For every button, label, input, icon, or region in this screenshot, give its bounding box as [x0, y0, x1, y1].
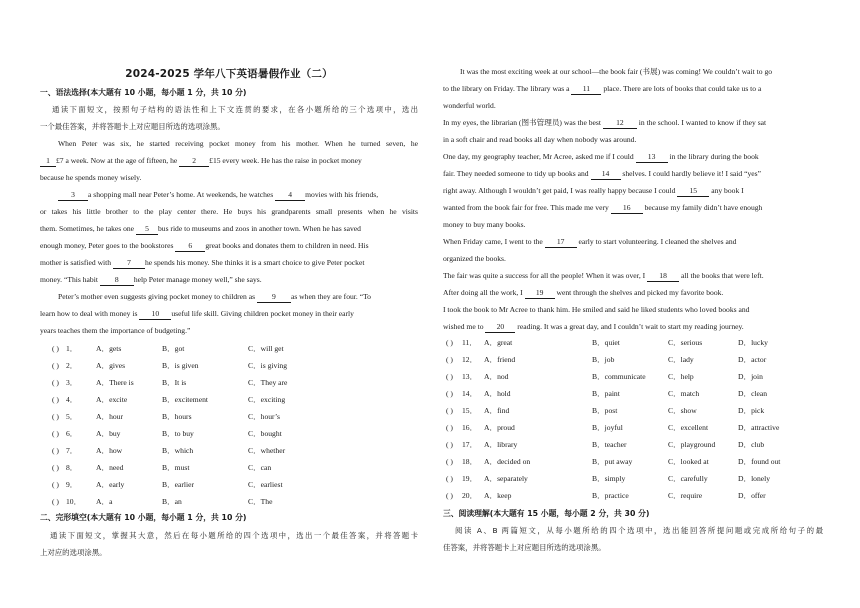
option-b[interactable]: B．paint	[592, 389, 620, 398]
option-c[interactable]: C．serious	[668, 338, 703, 347]
passage-line: I took the book to Mr Acree to thank him. He smiled and said he liked students who loved books and	[443, 305, 750, 314]
blank-12[interactable]: 12	[603, 118, 637, 129]
question-number: 5．	[66, 412, 78, 421]
question-number: 14．	[462, 389, 478, 398]
blank-2[interactable]: 2	[179, 156, 209, 167]
blank-1[interactable]: 1	[40, 156, 56, 167]
section-1-instruction-cont: 一个最佳答案，并将答题卡上对应题目所选的选项涂黑。	[40, 122, 225, 131]
answer-bracket[interactable]: ( )	[446, 406, 453, 415]
passage-line: wished me to 20 reading. It was a great day, and I couldn’t wait to start my reading journey.	[443, 322, 744, 331]
passage-line: mother is satisfied with 7 he spends his money. She thinks it is a smart choice to give Peter pocket	[40, 258, 365, 267]
option-c[interactable]: C．help	[668, 372, 694, 381]
option-b[interactable]: B．which	[162, 446, 194, 455]
blank-6[interactable]: 6	[175, 241, 205, 252]
blank-18[interactable]: 18	[647, 271, 679, 282]
blank-10[interactable]: 10	[139, 309, 171, 320]
question-number: 20．	[462, 491, 478, 500]
answer-bracket[interactable]: ( )	[52, 446, 59, 455]
option-c[interactable]: C．bought	[248, 429, 282, 438]
passage-line: money to buy many books.	[443, 220, 526, 229]
option-d[interactable]: D．lucky	[738, 338, 768, 347]
passage-line: 3 a shopping mall near Peter’s home. At weekends, he watches 4 movies with his friends,	[58, 189, 378, 201]
section-3-instruction: 阅读 A、B 两篇短文，从每小题所给的四个选项中，选出能回答所提问题或完成所给句子的最	[455, 526, 823, 535]
blank-8[interactable]: 8	[100, 275, 134, 286]
blank-4[interactable]: 4	[275, 190, 305, 201]
passage-line: wonderful world.	[443, 101, 496, 110]
blank-17[interactable]: 17	[545, 237, 577, 248]
answer-bracket[interactable]: ( )	[52, 344, 59, 353]
option-b[interactable]: B．excitement	[162, 395, 208, 404]
option-a[interactable]: A．gets	[96, 344, 122, 353]
question-number: 13．	[462, 372, 478, 381]
option-c[interactable]: C．is giving	[248, 361, 288, 370]
passage-line: organized the books.	[443, 254, 506, 263]
passage-line: When Peter was six, he started receiving pocket money from his mother. When he turned seven, he	[58, 139, 418, 148]
option-a[interactable]: A．buy	[96, 429, 121, 438]
passage-line: learn how to deal with money is 10 useful life skill. Giving children pocket money in their early	[40, 309, 354, 318]
passage-line: years teaches them the importance of budgeting.”	[40, 326, 191, 335]
option-b[interactable]: B．hours	[162, 412, 192, 421]
passage-line: because he spends money wisely.	[40, 173, 142, 182]
passage-line: When Friday came, I went to the 17 early to start volunteering. I cleaned the shelves and	[443, 237, 737, 246]
option-d[interactable]: D．attractive	[738, 423, 780, 432]
option-a[interactable]: A．friend	[484, 355, 516, 364]
option-b[interactable]: B．teacher	[592, 440, 627, 449]
section-3-heading: 三、阅读理解(本大题有 15 小题，每小题 2 分，共 30 分)	[443, 509, 650, 518]
option-d[interactable]: D．pick	[738, 406, 765, 415]
answer-bracket[interactable]: ( )	[52, 480, 59, 489]
question-number: 8．	[66, 463, 78, 472]
blank-16[interactable]: 16	[611, 203, 643, 214]
option-c[interactable]: C．whether	[248, 446, 286, 455]
passage-line: fair. They needed someone to tidy up books and 14 shelves. I could hardly believe it! I said “yes”	[443, 169, 761, 178]
option-a[interactable]: A．separately	[484, 474, 528, 483]
option-d[interactable]: D．join	[738, 372, 763, 381]
option-c[interactable]: C．lady	[668, 355, 694, 364]
option-b[interactable]: B．simply	[592, 474, 626, 483]
question-number: 7．	[66, 446, 78, 455]
option-a[interactable]: A．decided on	[484, 457, 531, 466]
blank-20[interactable]: 20	[485, 322, 515, 333]
option-c[interactable]: C．match	[668, 389, 700, 398]
option-c[interactable]: C．The	[248, 497, 273, 506]
blank-3[interactable]: 3	[58, 190, 88, 201]
option-a[interactable]: A．excite	[96, 395, 128, 404]
option-a[interactable]: A．keep	[484, 491, 512, 500]
blank-19[interactable]: 19	[525, 288, 555, 299]
option-a[interactable]: A．a	[96, 497, 113, 506]
question-number: 11．	[462, 338, 477, 347]
passage-line: them. Sometimes, he takes one 5 bus ride to museums and zoos in another town. When he has saved	[40, 224, 361, 233]
option-b[interactable]: B．earlier	[162, 480, 195, 489]
answer-bracket[interactable]: ( )	[446, 423, 453, 432]
page-title: 2024-2025 学年八下英语暑假作业（二）	[125, 68, 333, 80]
passage-line: Peter’s mother even suggests giving pocket money to children as 9 as when they are four. “To	[58, 292, 371, 301]
option-b[interactable]: B．It is	[162, 378, 187, 387]
option-b[interactable]: B．must	[162, 463, 190, 472]
section-2-heading: 二、完形填空(本大题有 10 小题，每小题 1 分，共 10 分)	[40, 513, 247, 522]
blank-15[interactable]: 15	[677, 186, 709, 197]
answer-bracket[interactable]: ( )	[446, 355, 453, 364]
option-b[interactable]: B．an	[162, 497, 182, 506]
blank-7[interactable]: 7	[113, 258, 145, 269]
option-d[interactable]: D．clean	[738, 389, 768, 398]
option-a[interactable]: A．need	[96, 463, 124, 472]
passage-line: 1 £7 a week. Now at the age of fifteen, he 2 £15 every week. He has the raise in pocket money	[40, 155, 362, 167]
option-d[interactable]: D．actor	[738, 355, 767, 364]
question-number: 12．	[462, 355, 478, 364]
passage-line: to the library on Friday. The library was a 11 place. There are lots of books that could take us to a	[443, 84, 762, 93]
section-3-instruction-cont: 佳答案，并将答题卡上对应题目所选的选项涂黑。	[443, 543, 606, 552]
option-a[interactable]: A．There is	[96, 378, 134, 387]
option-a[interactable]: A．great	[484, 338, 513, 347]
option-c[interactable]: C．looked at	[668, 457, 709, 466]
option-a[interactable]: A．hour	[96, 412, 123, 421]
option-b[interactable]: B．got	[162, 344, 185, 353]
option-a[interactable]: A．gives	[96, 361, 126, 370]
passage-line: The fair was quite a success for all the people! When it was over, I 18 all the books that were left.	[443, 271, 764, 280]
option-c[interactable]: C．hour’s	[248, 412, 280, 421]
passage-line: It was the most exciting week at our school—the book fair (书展) was coming! We couldn’t wait to go	[460, 67, 773, 76]
option-c[interactable]: C．will get	[248, 344, 284, 353]
answer-bracket[interactable]: ( )	[52, 497, 59, 506]
option-c[interactable]: C．They are	[248, 378, 288, 387]
option-c[interactable]: C．exciting	[248, 395, 286, 404]
answer-bracket[interactable]: ( )	[446, 491, 453, 500]
answer-bracket[interactable]: ( )	[52, 463, 59, 472]
answer-bracket[interactable]: ( )	[52, 395, 59, 404]
option-b[interactable]: B．to buy	[162, 429, 194, 438]
option-c[interactable]: C．show	[668, 406, 697, 415]
passage-line: in a soft chair and read books all day when nobody was around.	[443, 135, 637, 144]
question-number: 6．	[66, 429, 78, 438]
option-b[interactable]: B．quiet	[592, 338, 620, 347]
answer-bracket[interactable]: ( )	[446, 338, 453, 347]
question-number: 18．	[462, 457, 478, 466]
question-number: 15．	[462, 406, 478, 415]
option-b[interactable]: B．job	[592, 355, 615, 364]
question-number: 10．	[66, 497, 82, 506]
answer-bracket[interactable]: ( )	[446, 372, 453, 381]
option-a[interactable]: A．early	[96, 480, 125, 489]
option-b[interactable]: B．is given	[162, 361, 199, 370]
option-d[interactable]: D．found out	[738, 457, 781, 466]
option-b[interactable]: B．practice	[592, 491, 629, 500]
passage-line: wanted from the book fair for free. This made me very 16 because my family didn’t have enough	[443, 203, 763, 212]
option-d[interactable]: D．offer	[738, 491, 766, 500]
question-number: 17．	[462, 440, 478, 449]
option-a[interactable]: A．proud	[484, 423, 515, 432]
answer-bracket[interactable]: ( )	[52, 412, 59, 421]
section-2-instruction: 通读下面短文，掌握其大意，然后在每小题所给的四个选项中，选出一个最佳答案，并将答题卡	[50, 531, 418, 540]
section-1-instruction: 通读下面短文，按照句子结构的语法性和上下文连贯的要求，在各小题所给的三个选项中，选出	[52, 105, 418, 114]
answer-bracket[interactable]: ( )	[52, 429, 59, 438]
question-number: 9．	[66, 480, 78, 489]
option-c[interactable]: C．playground	[668, 440, 716, 449]
option-b[interactable]: B．joyful	[592, 423, 623, 432]
answer-bracket[interactable]: ( )	[446, 389, 453, 398]
question-number: 2．	[66, 361, 78, 370]
passage-line: In my eyes, the librarian (图书管理员) was the best 12 in the school. I wanted to know if they sat	[443, 118, 767, 127]
option-d[interactable]: D．club	[738, 440, 765, 449]
option-a[interactable]: A．how	[96, 446, 123, 455]
answer-bracket[interactable]: ( )	[446, 474, 453, 483]
option-d[interactable]: D．lonely	[738, 474, 771, 483]
option-a[interactable]: A．nod	[484, 372, 509, 381]
blank-14[interactable]: 14	[591, 169, 621, 180]
blank-11[interactable]: 11	[571, 84, 601, 95]
answer-bracket[interactable]: ( )	[52, 378, 59, 387]
option-c[interactable]: C．require	[668, 491, 703, 500]
blank-9[interactable]: 9	[257, 292, 291, 303]
passage-line: enough money, Peter goes to the bookstores 6 great books and donates them to children in need. His	[40, 241, 369, 250]
answer-bracket[interactable]: ( )	[446, 457, 453, 466]
passage-line: right away. Although I wouldn’t get paid, I was really happy because I could 15 any book I	[443, 186, 744, 195]
option-c[interactable]: C．earliest	[248, 480, 283, 489]
question-number: 3．	[66, 378, 78, 387]
option-b[interactable]: B．put away	[592, 457, 633, 466]
passage-line: One day, my geography teacher, Mr Acree, asked me if I could 13 in the library during the book	[443, 152, 759, 161]
option-b[interactable]: B．post	[592, 406, 618, 415]
section-2-instruction-cont: 上对应的选项涂黑。	[40, 548, 107, 557]
question-number: 16．	[462, 423, 478, 432]
option-a[interactable]: A．hold	[484, 389, 511, 398]
question-number: 1．	[66, 344, 78, 353]
section-1-heading: 一、语法选择(本大题有 10 小题，每小题 1 分，共 10 分)	[40, 88, 247, 97]
option-c[interactable]: C．can	[248, 463, 272, 472]
passage-line: After doing all the work, I 19 went through the shelves and picked my favorite book.	[443, 288, 724, 297]
question-number: 4．	[66, 395, 78, 404]
option-c[interactable]: C．carefully	[668, 474, 708, 483]
blank-5[interactable]: 5	[136, 224, 158, 235]
answer-bracket[interactable]: ( )	[52, 361, 59, 370]
option-a[interactable]: A．library	[484, 440, 518, 449]
option-c[interactable]: C．excellent	[668, 423, 709, 432]
question-number: 19．	[462, 474, 478, 483]
answer-bracket[interactable]: ( )	[446, 440, 453, 449]
blank-13[interactable]: 13	[636, 152, 668, 163]
option-b[interactable]: B．communicate	[592, 372, 646, 381]
passage-line: or takes his little brother to the play center there. He buys his grandparents small presents when he visits	[40, 207, 418, 216]
passage-line: money. “This habit 8 help Peter manage money well,” she says.	[40, 275, 262, 284]
option-a[interactable]: A．find	[484, 406, 510, 415]
